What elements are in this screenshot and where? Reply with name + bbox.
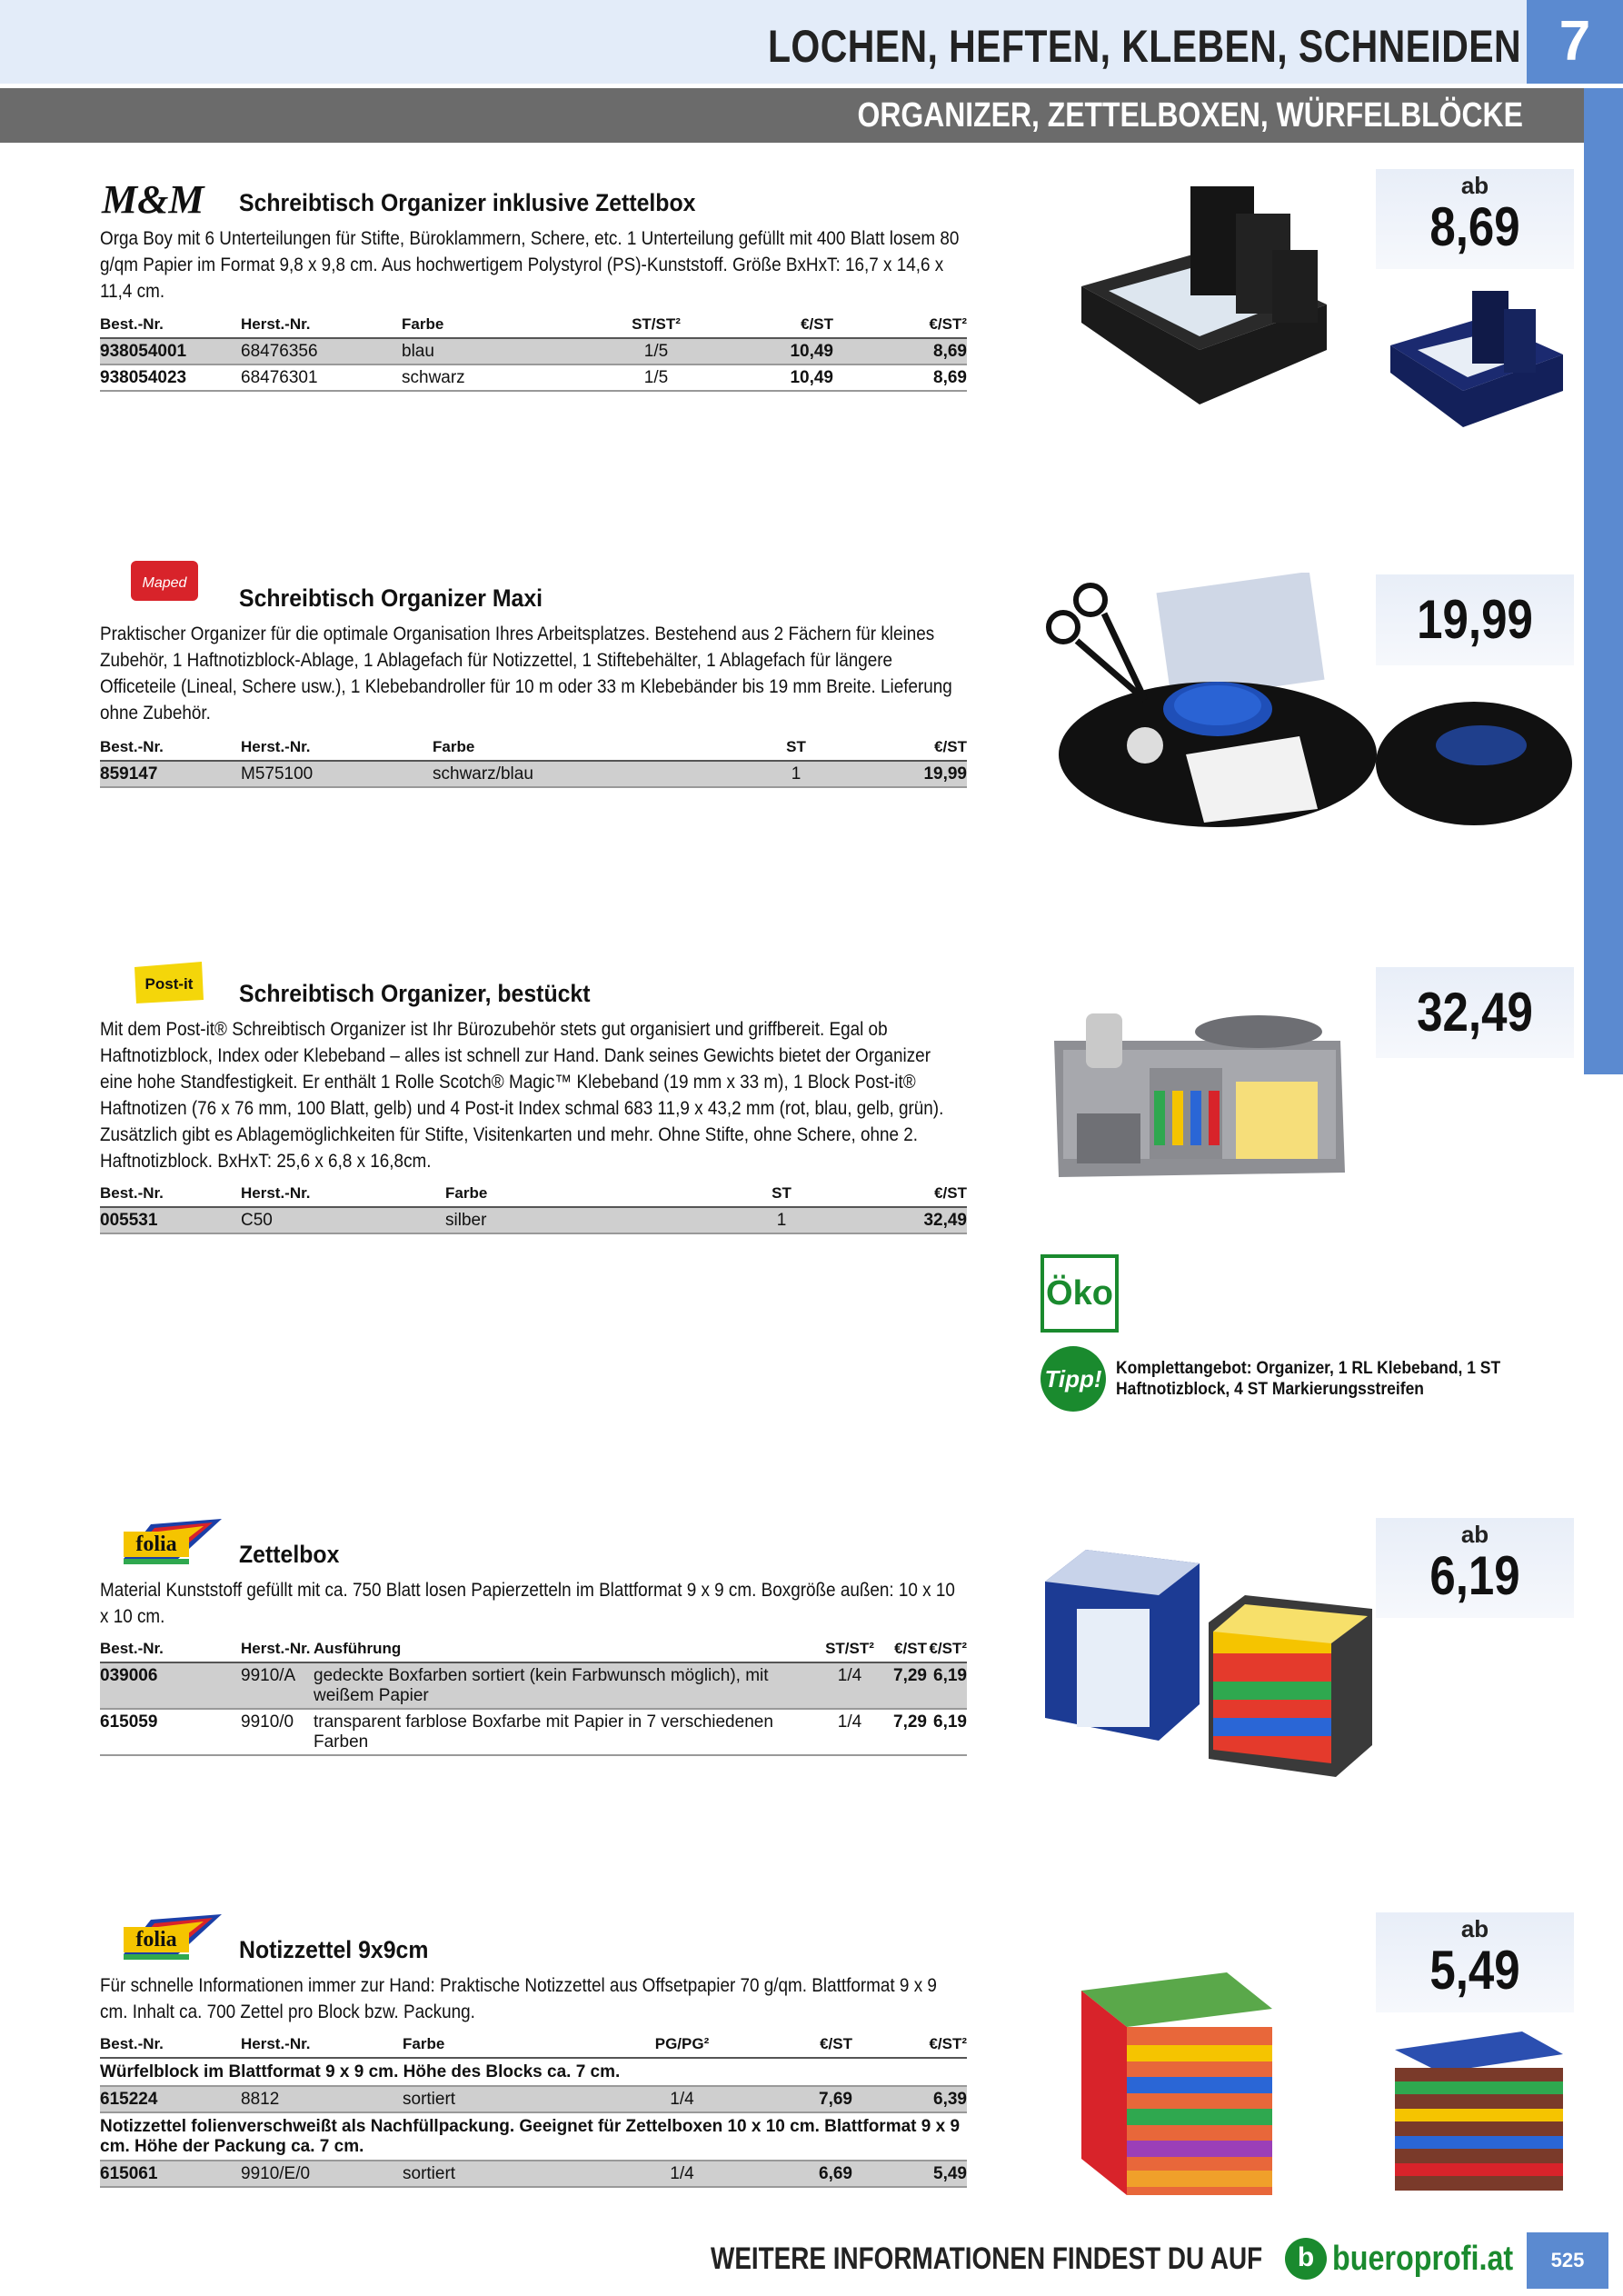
col-header: Best.-Nr. [100,735,241,761]
price-cell: 32,49 [800,1207,967,1233]
note-text: Notizzettel folienverschweißt als Nachfüllpackung. Geeignet für Zettelboxen 10 x 10 cm. Blattformat 9 x 9 cm. Höhe der Packung ca. 7 cm. [100,2112,967,2161]
color-cell: sortiert [403,2086,648,2112]
price-box [1376,574,1574,665]
price-cell: 6,39 [852,2086,967,2112]
price-box [1376,1518,1574,1618]
price-cell: 7,69 [716,2086,852,2112]
color-cell: sortiert [403,2161,648,2187]
product-title: Notizzettel 9x9cm [239,1936,429,1963]
order-number: 859147 [100,761,241,787]
brand-logo-postit [131,960,207,1012]
order-number: 039006 [100,1662,241,1709]
unit-cell: 1 [763,1207,800,1233]
brand-logo-text: Maped [142,575,187,591]
price-prefix: ab [1460,172,1489,199]
col-header: Best.-Nr. [100,313,241,338]
price-cell: 7,29 [877,1662,927,1709]
unit-cell: 1/5 [611,338,702,364]
col-header: €/ST [800,1182,967,1207]
product-description: Für schnelle Informationen immer zur Hand: Praktische Notizzettel aus Offsetpapier 70 g/qm. Blattformat 9 x 9 cm. Inhalt ca. 700 Zettel pro Block bzw. Packung. [100,1975,937,2022]
page-number: 525 [1527,2232,1608,2289]
product-title: Schreibtisch Organizer, bestückt [239,980,591,1007]
variant-cell: transparent farblose Boxfarbe mit Papier in 7 verschiedenen Farben [314,1709,822,1755]
table-note-row [100,2112,967,2161]
product-table [100,1637,967,1756]
price-cell: 6,19 [927,1709,967,1755]
brand-logo-maped [129,559,200,611]
col-header: €/ST [702,313,833,338]
table-row [100,338,967,364]
brand-logo-folia [115,1911,224,1970]
variant-cell: gedeckte Boxfarben sortiert (kein Farbwunsch möglich), mit weißem Papier [314,1662,822,1709]
price-cell: 10,49 [702,364,833,391]
table-row [100,1709,967,1755]
brand-logo-text: Post-it [144,975,194,993]
price-box [1376,169,1574,269]
unit-cell: 1/4 [822,1709,877,1755]
order-number: 615224 [100,2086,241,2112]
brand-logo-text: folia [135,1928,177,1952]
col-header: Farbe [403,2032,648,2058]
manufacturer-number: M575100 [241,761,433,787]
oeko-badge: Öko [1041,1254,1119,1333]
unit-cell: 1/4 [648,2161,716,2187]
product-description: Orga Boy mit 6 Unterteilungen für Stifte, Büroklammern, Schere, etc. 1 Unterteilung gefüllt mit 400 Blatt losem 80 g/qm Papier im Format 9,8 x 9,8 cm. Aus hochwertigem Polystyrol (PS)-Kunststoff. Größe BxHxT: 16,7 x 14,6 x 11,4 cm. [100,228,960,302]
col-header: €/ST [877,1637,927,1662]
col-header: Best.-Nr. [100,1637,241,1662]
col-header: €/ST [814,735,967,761]
order-number: 938054023 [100,364,241,391]
table-note-row [100,2058,967,2086]
manufacturer-number: 68476356 [241,338,402,364]
col-header: €/ST² [833,313,967,338]
price-cell: 19,99 [814,761,967,787]
order-number: 005531 [100,1207,241,1233]
chapter-number: 7 [1527,0,1623,84]
price-cell: 5,49 [852,2161,967,2187]
product-table [100,313,967,392]
product-image-organizer-blue [1381,282,1577,454]
col-header: Herst.-Nr. [241,2032,403,2058]
product-table [100,2032,967,2188]
price-cell: 6,19 [927,1662,967,1709]
col-header: Farbe [402,313,611,338]
unit-cell: 1/5 [611,364,702,391]
price-value: 6,19 [1429,1545,1520,1606]
product-title: Schreibtisch Organizer Maxi [239,584,543,612]
product-table [100,735,967,788]
price-value: 32,49 [1417,982,1533,1043]
color-cell: silber [445,1207,763,1233]
product-description: Material Kunststoff gefüllt mit ca. 750 Blatt losen Papierzetteln im Blattformat 9 x 9 cm. Boxgröße außen: 10 x 10 x 10 cm. [100,1580,955,1627]
price-prefix: ab [1460,1915,1489,1942]
product-title: Zettelbox [239,1541,340,1568]
product-image-organizer-maxi [1036,573,1381,845]
color-cell: schwarz/blau [433,761,778,787]
manufacturer-number: 8812 [241,2086,403,2112]
col-header: Herst.-Nr. [241,735,433,761]
unit-cell: 1/4 [648,2086,716,2112]
price-cell: 6,69 [716,2161,852,2187]
page-title: LOCHEN, HEFTEN, KLEBEN, SCHNEIDEN [767,21,1521,72]
product-image-organizer-black [1054,168,1359,459]
product-table [100,1182,967,1234]
manufacturer-number: 9910/E/0 [241,2161,403,2187]
col-header: €/ST [716,2032,852,2058]
col-header: Best.-Nr. [100,1182,241,1207]
color-cell: schwarz [402,364,611,391]
price-value: 8,69 [1429,196,1520,257]
note-text: Würfelblock im Blattformat 9 x 9 cm. Höhe des Blocks ca. 7 cm. [100,2058,967,2086]
col-header: ST [778,735,814,761]
price-prefix: ab [1460,1521,1489,1548]
section-title: ORGANIZER, ZETTELBOXEN, WÜRFELBLÖCKE [857,96,1523,135]
order-number: 615059 [100,1709,241,1755]
tipp-badge: Tipp! [1041,1346,1106,1412]
col-header: Best.-Nr. [100,2032,241,2058]
manufacturer-number: 9910/0 [241,1709,314,1755]
col-header: ST/ST² [822,1637,877,1662]
col-header: Ausführung [314,1637,822,1662]
col-header: €/ST² [927,1637,967,1662]
brand-logo-mm [100,178,236,225]
product-image-organizer-maxi-small [1372,682,1577,836]
product-title: Schreibtisch Organizer inklusive Zettelbox [239,189,696,216]
order-number: 938054001 [100,338,241,364]
brand-logo-text: M&M [102,178,204,220]
col-header: Herst.-Nr. [241,1182,445,1207]
price-cell: 7,29 [877,1709,927,1755]
col-header: Herst.-Nr. [241,1637,314,1662]
price-cell: 8,69 [833,364,967,391]
product-image-organizer-postit [1050,1004,1349,1182]
manufacturer-number: 9910/A [241,1662,314,1709]
product-description: Praktischer Organizer für die optimale Organisation Ihres Arbeitsplatzes. Bestehend aus 2 Fächern für kleines Zubehör, 1 Haftnotizblock-Ablage, 1 Ablagefach für Notizzettel, 1 Stiftebehälter, 1 Ablagefach für längere Officeteile (Lineal, Schere usw.), 1 Klebebandroller für 10 m oder 33 m Klebebänder bis 19 mm Breite. Lieferung ohne Zubehör. [100,624,952,724]
table-row [100,364,967,391]
brand-logo-text: folia [135,1532,177,1556]
bueroprofi-logo-icon: b [1285,2238,1327,2280]
order-number: 615061 [100,2161,241,2187]
manufacturer-number: 68476301 [241,364,402,391]
product-image-wuerfelblock [1072,1963,1281,2200]
chapter-side-bar [1584,88,1623,1074]
col-header: €/ST² [852,2032,967,2058]
unit-cell: 1 [778,761,814,787]
table-row [100,2086,967,2112]
product-image-zettelbox [1041,1545,1386,1782]
table-row [100,1662,967,1709]
price-cell: 10,49 [702,338,833,364]
table-row [100,1207,967,1233]
table-row [100,761,967,787]
brand-logo-folia [115,1515,224,1574]
price-box [1376,1912,1574,2012]
footer-info-text: WEITERE INFORMATIONEN FINDEST DU AUF [711,2241,1263,2276]
footer-website-link[interactable]: bueroprofi.at [1332,2240,1514,2278]
unit-cell: 1/4 [822,1662,877,1709]
col-header: ST [763,1182,800,1207]
col-header: Farbe [445,1182,763,1207]
col-header: PG/PG² [648,2032,716,2058]
col-header: Farbe [433,735,778,761]
color-cell: blau [402,338,611,364]
product-description: Mit dem Post-it® Schreibtisch Organizer ist Ihr Bürozubehör stets gut organisiert und griffbereit. Egal ob Haftnotizblock, Index oder Klebeband – alles ist schnell zur Hand. Dank seines Gewichts bietet der Organizer eine hohe Standfestigkeit. Er enthält 1 Rolle Scotch® Magic™ Klebeband (19 mm x 33 m), 1 Block Post-it® Haftnotizen (76 x 76 mm, 100 Blatt, gelb) und 4 Post-it Index schmal 683 11,9 x 43,2 mm (rot, blau, gelb, grün). Zusätzlich gibt es Ablagemöglichkeiten für Stifte, Visitenkarten und mehr. Ohne Stifte, ohne Schere, ohne 2. Haftnotizblock. BxHxT: 25,6 x 6,8 x 16,8cm. [100,1019,944,1172]
manufacturer-number: C50 [241,1207,445,1233]
price-cell: 8,69 [833,338,967,364]
price-value: 19,99 [1417,589,1533,650]
col-header: Herst.-Nr. [241,313,402,338]
col-header: ST/ST² [611,313,702,338]
product-image-nachfuellpackung [1386,2027,1568,2195]
price-box [1376,967,1574,1058]
price-value: 5,49 [1429,1940,1520,2001]
tipp-text: Komplettangebot: Organizer, 1 RL Klebeband, 1 ST Haftnotizblock, 4 ST Markierungsstreifen [1116,1359,1501,1399]
table-row [100,2161,967,2187]
